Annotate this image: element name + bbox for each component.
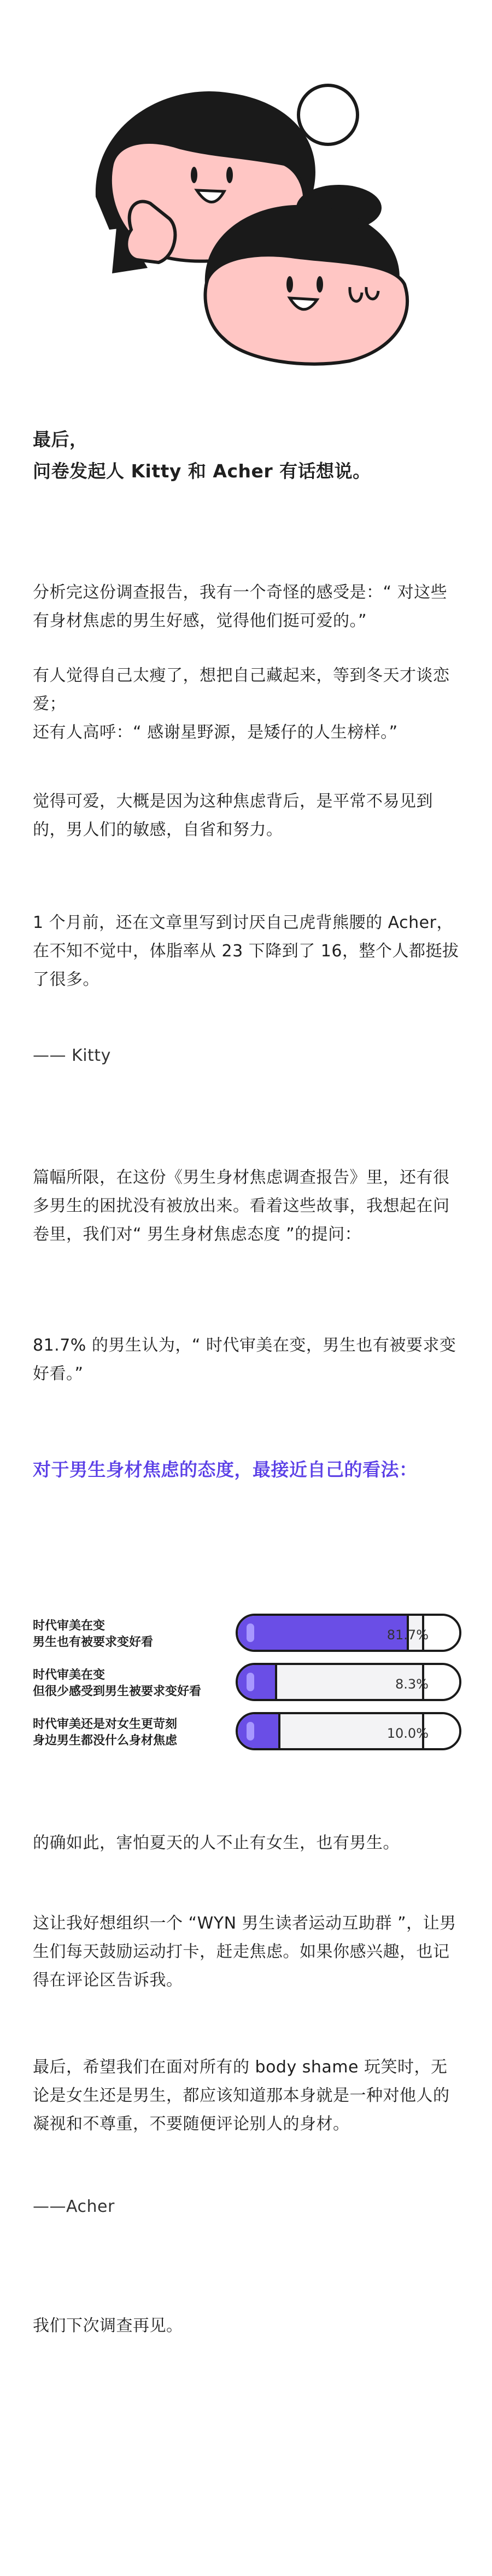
bar-value-label: 10.0% — [386, 1726, 429, 1741]
bar-label-line: 男生也有被要求变好看 — [33, 1635, 154, 1649]
closing-line: 我们下次调查再见。 — [33, 2316, 183, 2335]
section-heading-line-2: 问卷发起人 Kitty 和 Acher 有话想说。 — [33, 460, 371, 482]
bar-label-line: 但很少感受到男生被要求变好看 — [33, 1685, 202, 1698]
kitty-paragraph-1: 分析完这份调查报告，我有一个奇怪的感受是：“ 对这些有身材焦虑的男生好感，觉得他们挺可爱的。” — [33, 583, 448, 630]
bar-label — [33, 1618, 235, 1651]
chart-row — [32, 1610, 464, 1654]
bar-value-label: 8.3% — [395, 1677, 429, 1692]
bar-track — [236, 1663, 461, 1701]
kitty-signature: —— Kitty — [33, 1046, 111, 1065]
chart-row — [32, 1709, 464, 1753]
kitty-paragraph-3: 觉得可爱，大概是因为这种焦虑背后，是平常不易见到的，男人们的敏感，自省和努力。 — [33, 792, 433, 839]
bar-track — [236, 1614, 461, 1652]
two-faces-icon — [0, 0, 492, 383]
bar-label-line: 时代审美在变 — [33, 1619, 106, 1633]
acher-paragraph-5: 最后，希望我们在面对所有的 body shame 玩笑时，无论是女生还是男生，都应该知道那本身就是一种对他人的凝视和不尊重，不要随便评论别人的身材。 — [33, 2058, 450, 2134]
bar-fill — [238, 1616, 409, 1650]
bar-track — [236, 1712, 461, 1750]
bar-fill — [238, 1665, 277, 1699]
kitty-paragraph-4: 1 个月前，还在文章里写到讨厌自己虎背熊腰的 Acher，在不知不觉中，体脂率从 23 下降到了 16，整个人都挺拔了很多。 — [33, 913, 459, 989]
bar-fill — [238, 1714, 280, 1748]
section-heading-line-1: 最后， — [33, 429, 88, 450]
attitude-bar-chart — [32, 1610, 464, 1753]
acher-paragraph-2: 81.7% 的男生认为，“ 时代审美在变，男生也有被要求变好看。” — [33, 1336, 456, 1383]
bar-value-label: 81.7% — [386, 1627, 429, 1643]
chart-row — [32, 1660, 464, 1703]
acher-paragraph-1: 篇幅所限，在这份《男生身材焦虑调查报告》里，还有很多男生的困扰没有被放出来。看着这些故事，我想起在问卷里，我们对“ 男生身材焦虑态度 ”的提问： — [33, 1168, 450, 1244]
bar-label — [33, 1667, 235, 1700]
chart-title: 对于男生身材焦虑的态度，最接近自己的看法： — [33, 1459, 418, 1480]
bar-label-line: 时代审美在变 — [33, 1668, 106, 1682]
kitty-paragraph-2b: 还有人高呼：“ 感谢星野源，是矮仔的人生榜样。” — [33, 723, 398, 742]
bar-label — [33, 1716, 235, 1749]
bar-label-line: 身边男生都没什么身材焦虑 — [33, 1734, 178, 1748]
acher-paragraph-4: 这让我好想组织一个 “WYN 男生读者运动互助群 ”，让男生们每天鼓励运动打卡，赶走焦虑。如果你感兴趣，也记得在评论区告诉我。 — [33, 1914, 456, 1990]
bar-label-line: 时代审美还是对女生更苛刻 — [33, 1718, 178, 1731]
cartoon-illustration — [0, 0, 492, 383]
acher-paragraph-3: 的确如此，害怕夏天的人不止有女生，也有男生。 — [33, 1833, 400, 1853]
acher-signature: ——Acher — [33, 2197, 115, 2216]
kitty-paragraph-2a: 有人觉得自己太瘦了，想把自己藏起来，等到冬天才谈恋爱； — [33, 666, 450, 714]
